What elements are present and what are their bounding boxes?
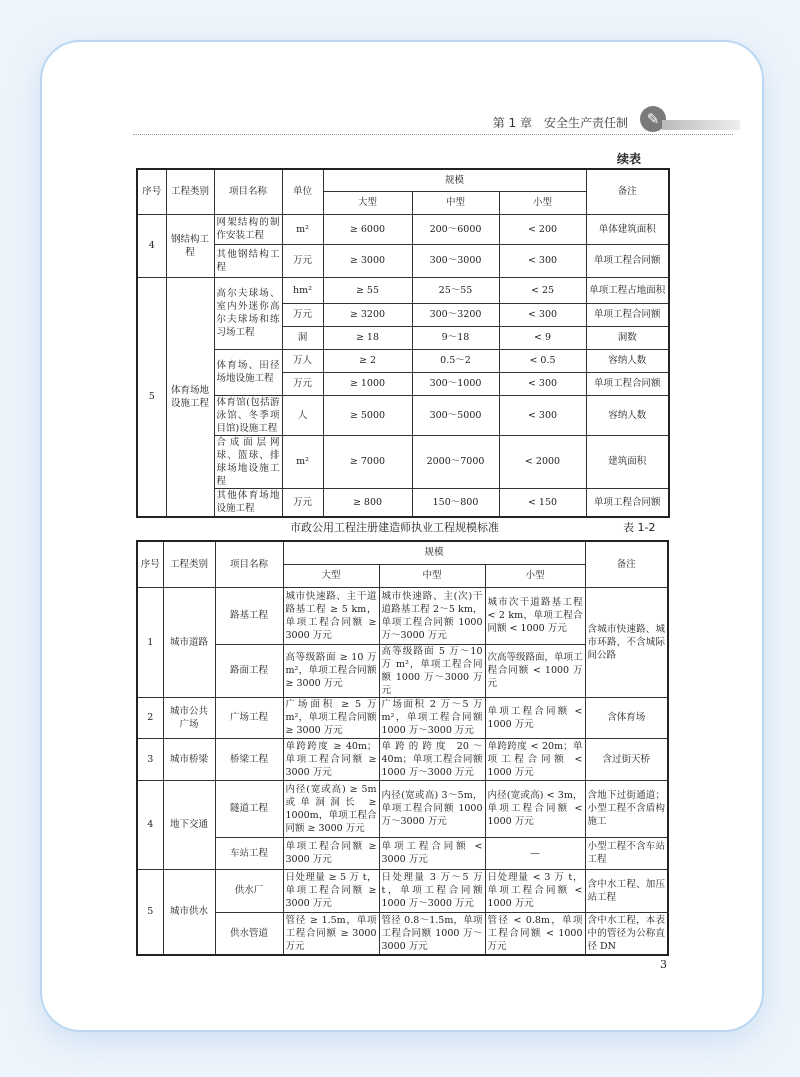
table-row: [137, 244, 669, 277]
cell-large: 广场面积 ≥ 5 万 m²，单项工程合同额 ≥ 3000 万元: [283, 697, 379, 738]
wrench-icon: ✎: [640, 106, 666, 132]
scale-table-municipal: [136, 540, 669, 956]
cell-small: 日处理量 < 3 万 t，单项工程合同额 < 1000 万元: [485, 869, 585, 912]
cell-small: 次高等级路面，单项工程合同额 < 1000 万元: [485, 644, 585, 697]
header-name: 项目名称: [214, 169, 282, 214]
cell-large: ≥ 55: [323, 277, 412, 303]
cell-note: 单体建筑面积: [586, 214, 669, 244]
header-category: 工程类别: [163, 541, 215, 587]
cell-note: 容纳人数: [586, 395, 669, 435]
cell-medium: 单跨的跨度 20～40m；单项工程合同额 1000 万～3000 万元: [379, 738, 485, 780]
header-medium: 中型: [412, 191, 499, 214]
project-name: 体育场、田径场地设施工程: [214, 349, 282, 395]
header-small: 小型: [499, 191, 586, 214]
cell-medium: 200～6000: [412, 214, 499, 244]
row-number: 4: [137, 214, 166, 277]
cell-note: 含城市快速路、城市环路，不含城际间公路: [585, 587, 668, 697]
table-row: [137, 780, 668, 837]
cell-unit: m²: [282, 435, 323, 488]
header-category: 工程类别: [166, 169, 214, 214]
cell-note: 含体育场: [585, 697, 668, 738]
header-no: 序号: [137, 541, 163, 587]
cell-medium: 管径 0.8～1.5m，单项工程合同额 1000 万～3000 万元: [379, 912, 485, 955]
cell-medium: 日处理量 3 万～5 万 t，单项工程合同额 1000 万～3000 万元: [379, 869, 485, 912]
cell-unit: 人: [282, 395, 323, 435]
cell-note: 建筑面积: [586, 435, 669, 488]
cell-medium: 广场面积 2 万～5 万 m²，单项工程合同额 1000 万～3000 万元: [379, 697, 485, 738]
cell-large: ≥ 2: [323, 349, 412, 372]
table-row: [137, 214, 669, 244]
cell-note: 含过街天桥: [585, 738, 668, 780]
cell-small: < 0.5: [499, 349, 586, 372]
cell-note: 单项工程合同额: [586, 303, 669, 326]
row-number: 4: [137, 780, 163, 869]
cell-unit: 万元: [282, 303, 323, 326]
table-row: [137, 738, 668, 780]
cell-medium: 单项工程合同额 < 3000 万元: [379, 837, 485, 869]
cell-note: 单项工程合同额: [586, 488, 669, 517]
row-category: 城市桥梁: [163, 738, 215, 780]
cell-medium: 高等级路面 5 万～10 万 m²，单项工程合同额 1000 万～3000 万元: [379, 644, 485, 697]
header-note: 备注: [585, 541, 668, 587]
row-number: 3: [137, 738, 163, 780]
chapter-title: 第 1 章 安全生产责任制: [492, 116, 628, 130]
cell-small: —: [485, 837, 585, 869]
cell-medium: 9～18: [412, 326, 499, 349]
cell-small: 城市次干道路基工程 < 2 km，单项工程合同额 < 1000 万元: [485, 587, 585, 644]
table-row: [137, 837, 668, 869]
row-number: 1: [137, 587, 163, 697]
cell-large: ≥ 18: [323, 326, 412, 349]
project-name: 网架结构的制作安装工程: [214, 214, 282, 244]
cell-small: < 2000: [499, 435, 586, 488]
cell-note: 含地下过街通道；小型工程不含盾构施工: [585, 780, 668, 837]
cell-small: < 150: [499, 488, 586, 517]
cell-large: 管径 ≥ 1.5m，单项工程合同额 ≥ 3000 万元: [283, 912, 379, 955]
table-row: [137, 869, 668, 912]
cell-large: ≥ 6000: [323, 214, 412, 244]
header-name: 项目名称: [215, 541, 283, 587]
cell-small: 单跨跨度 < 20m；单项工程合同额 < 1000 万元: [485, 738, 585, 780]
cell-large: 单跨跨度 ≥ 40m；单项工程合同额 ≥ 3000 万元: [283, 738, 379, 780]
cell-note: 含中水工程、加压站工程: [585, 869, 668, 912]
project-name: 路面工程: [215, 644, 283, 697]
table-row: [137, 395, 669, 435]
table-row: [137, 587, 668, 644]
header-note: 备注: [586, 169, 669, 214]
cell-medium: 300～3000: [412, 244, 499, 277]
project-name: 广场工程: [215, 697, 283, 738]
cell-large: 城市快速路、主干道路基工程 ≥ 5 km，单项工程合同额 ≥ 3000 万元: [283, 587, 379, 644]
row-category: 体育场地设施工程: [166, 277, 214, 517]
header-no: 序号: [137, 169, 166, 214]
row-category: 钢结构工程: [166, 214, 214, 277]
scale-table-continued: [136, 168, 670, 518]
cell-medium: 300～3200: [412, 303, 499, 326]
project-name: 合成面层网球、篮球、排球场地设施工程: [214, 435, 282, 488]
header-decoration: [662, 120, 740, 130]
cell-medium: 2000～7000: [412, 435, 499, 488]
row-category: 城市供水: [163, 869, 215, 955]
cell-medium: 城市快速路、主(次)干道路基工程 2～5 km，单项工程合同额 1000 万～3000 万元: [379, 587, 485, 644]
cell-medium: 25～55: [412, 277, 499, 303]
cell-small: 内径(宽或高) < 3m，单项工程合同额 < 1000 万元: [485, 780, 585, 837]
project-name: 其他体育场地设施工程: [214, 488, 282, 517]
cell-large: ≥ 800: [323, 488, 412, 517]
project-name: 其他钢结构工程: [214, 244, 282, 277]
table-row: [137, 349, 669, 372]
cell-note: 含中水工程，本表中的管径为公称直径 DN: [585, 912, 668, 955]
project-name: 体育馆(包括游泳馆、冬季项目馆)设施工程: [214, 395, 282, 435]
row-category: 城市道路: [163, 587, 215, 697]
cell-note: 小型工程不含车站工程: [585, 837, 668, 869]
table-row: [137, 435, 669, 488]
cell-small: < 300: [499, 244, 586, 277]
header-large: 大型: [323, 191, 412, 214]
row-category: 城市公共广场: [163, 697, 215, 738]
table-number: 表 1-2: [623, 521, 656, 534]
header-scale: 规模: [283, 541, 585, 564]
cell-large: ≥ 3000: [323, 244, 412, 277]
project-name: 供水管道: [215, 912, 283, 955]
header-scale: 规模: [323, 169, 586, 191]
table-row: [137, 697, 668, 738]
cell-unit: 万元: [282, 244, 323, 277]
cell-small: < 300: [499, 372, 586, 395]
project-name: 高尔夫球场、室内外迷你高尔夫球场和练习场工程: [214, 277, 282, 349]
cell-small: < 25: [499, 277, 586, 303]
table-row: [137, 912, 668, 955]
cell-note: 单项工程合同额: [586, 372, 669, 395]
cell-large: 单项工程合同额 ≥ 3000 万元: [283, 837, 379, 869]
cell-small: < 200: [499, 214, 586, 244]
cell-note: 容纳人数: [586, 349, 669, 372]
cell-large: ≥ 5000: [323, 395, 412, 435]
cell-note: 洞数: [586, 326, 669, 349]
cell-medium: 300～1000: [412, 372, 499, 395]
cell-medium: 内径(宽或高) 3～5m，单项工程合同额 1000 万～3000 万元: [379, 780, 485, 837]
cell-large: 内径(宽或高) ≥ 5m 或单洞洞长 ≥ 1000m，单项工程合同额 ≥ 3000 万元: [283, 780, 379, 837]
cell-small: < 300: [499, 303, 586, 326]
cell-unit: 万人: [282, 349, 323, 372]
cell-small: 管径 < 0.8m，单项工程合同额 < 1000 万元: [485, 912, 585, 955]
cell-large: ≥ 3200: [323, 303, 412, 326]
project-name: 隧道工程: [215, 780, 283, 837]
row-number: 2: [137, 697, 163, 738]
page-number: 3: [660, 958, 667, 971]
cell-large: 高等级路面 ≥ 10 万 m²，单项工程合同额 ≥ 3000 万元: [283, 644, 379, 697]
row-number: 5: [137, 277, 166, 517]
header-large: 大型: [283, 564, 379, 587]
table-row: [137, 277, 669, 303]
project-name: 桥梁工程: [215, 738, 283, 780]
cell-note: 单项工程占地面积: [586, 277, 669, 303]
table-row: [137, 488, 669, 517]
cell-unit: 洞: [282, 326, 323, 349]
cell-large: ≥ 1000: [323, 372, 412, 395]
cell-unit: 万元: [282, 372, 323, 395]
header-medium: 中型: [379, 564, 485, 587]
cell-note: 单项工程合同额: [586, 244, 669, 277]
project-name: 车站工程: [215, 837, 283, 869]
continued-label: 续表: [617, 152, 642, 166]
row-number: 5: [137, 869, 163, 955]
cell-medium: 150～800: [412, 488, 499, 517]
header-unit: 单位: [282, 169, 323, 214]
cell-large: 日处理量 ≥ 5 万 t，单项工程合同额 ≥ 3000 万元: [283, 869, 379, 912]
cell-unit: m²: [282, 214, 323, 244]
cell-medium: 0.5～2: [412, 349, 499, 372]
cell-unit: hm²: [282, 277, 323, 303]
cell-small: 单项工程合同额 < 1000 万元: [485, 697, 585, 738]
project-name: 供水厂: [215, 869, 283, 912]
cell-unit: 万元: [282, 488, 323, 517]
row-category: 地下交通: [163, 780, 215, 869]
cell-small: < 300: [499, 395, 586, 435]
cell-medium: 300～5000: [412, 395, 499, 435]
project-name: 路基工程: [215, 587, 283, 644]
cell-small: < 9: [499, 326, 586, 349]
table-title: 市政公用工程注册建造师执业工程规模标准: [290, 521, 499, 534]
cell-large: ≥ 7000: [323, 435, 412, 488]
header-small: 小型: [485, 564, 585, 587]
